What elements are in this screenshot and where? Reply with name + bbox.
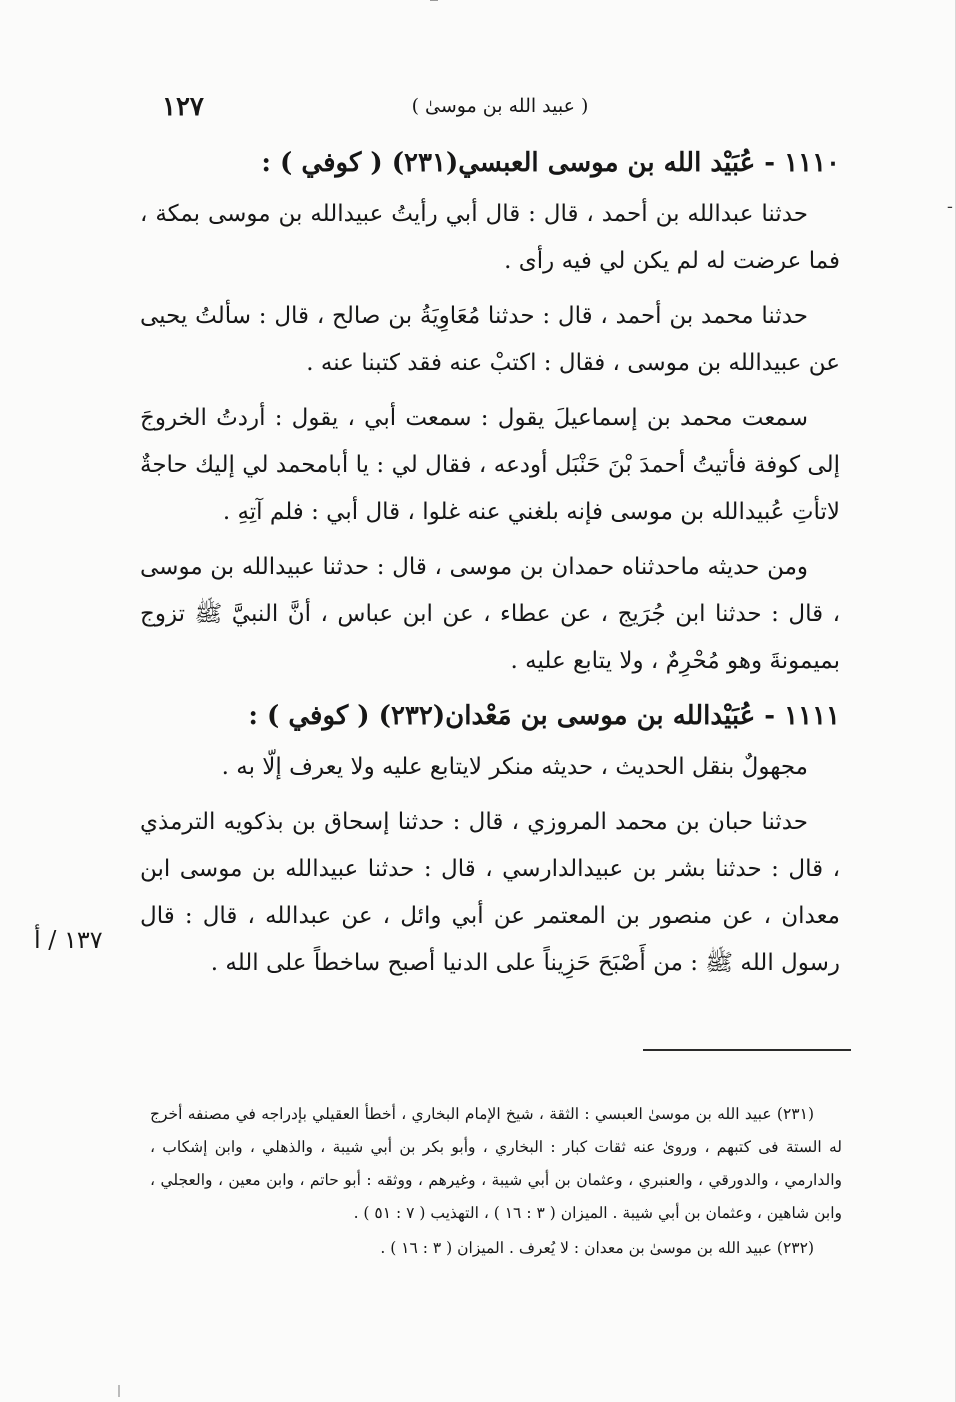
running-head: ( عبيد الله بن موسىٰ ) xyxy=(411,95,589,117)
page-edge-tick: ـ xyxy=(947,196,952,212)
paragraph: حدثنا عبدالله بن أحمد ، قال : قال أبي رأيتُ عبيدالله بن موسى بمكة ، فما عرضت له لم يكن لي فيه رأى . xyxy=(140,201,840,274)
paragraph: مجهولٌ بنقل الحديث ، حديثه منكر لايتابع عليه ولا يعرف إلّا به . xyxy=(221,754,808,780)
entry-1111 xyxy=(140,693,840,987)
footnote-divider xyxy=(643,1049,851,1051)
entry-1110 xyxy=(140,140,840,685)
footnote-231: (٢٣١) عبيد الله بن موسىٰ العبسي : الثقة ، شيخ الإمام البخاري ، أخطأ العقيلي بإدراجه في مصنفه أخرج له الستة فى كتبهم ، وروىٰ عنه ثقات كبار : البخاري ، وأبو بكر بن أبي شيبة ، والذهلي ، وابن إشكاب ، والدارمي ، والدورقي ، والعنبري ، وعثمان بن أبي شيبة ، وغيرهم ، ووثقه : أبو حاتم ، وابن معين ، والعجلي ، وابن شاهين ، وعثمان بن أبي شيبة . الميزان ( ٣ : ١٦ ) ، التهذيب ( ٧ : ٥١ ) . xyxy=(150,1105,842,1222)
footnotes xyxy=(150,1098,842,1265)
paragraph: ومن حديثه ماحدثناه حمدان بن موسى ، قال : حدثنا عبيدالله بن موسى ، قال : حدثنا ابن جُرَيج ، عن عطاء ، عن ابن عباس ، أنَّ النبيَّ ﷺ تزوج بميمونةَ وهو مُحْرِمٌ ، ولا يتابع عليه . xyxy=(140,554,840,674)
paragraph: سمعت محمد بن إسماعيلَ يقول : سمعت أبي ، يقول : أردتُ الخروجَ إلى كوفة فأتيتُ أحمدَ بْنَ حَنْبَل أودعه ، فقال لي : يا أبامحمد لي إليك حاجةٌ لاتأتِ عُبيدالله بن موسى فإنه بلغني عنه غلوا ، قال أبي : فلم آتِهِ . xyxy=(140,405,840,525)
footnote-232: (٢٣٢) عبيد الله بن موسىٰ بن معدان : لا يُعرف . الميزان ( ٣ : ١٦ ) . xyxy=(380,1239,814,1257)
top-crop-mark xyxy=(430,0,438,5)
bottom-crop-mark xyxy=(118,1385,120,1397)
manuscript-folio-ref: ١٣٧ / أ xyxy=(34,926,103,954)
entry-title: ١١١١ - عُبَيْدالله بن موسى بن مَعْدان(٢٣٢) ( كوفي ) : xyxy=(248,701,840,731)
page-number: ١٢٧ xyxy=(162,92,204,122)
entry-title: ١١١٠ - عُبَيْد الله بن موسى العبسي(٢٣١) ( كوفي ) : xyxy=(261,148,840,178)
paragraph: حدثنا محمد بن أحمد ، قال : حدثنا مُعَاوِيَةُ بن صالح ، قال : سألتُ يحيى عن عبيدالله بن موسى ، فقال : اكتبْ عنه فقد كتبنا عنه . xyxy=(140,303,840,376)
main-text xyxy=(140,140,840,995)
paragraph: حدثنا حبان بن محمد المروزي ، قال : حدثنا إسحاق بن بذكويه الترمذي ، قال : حدثنا بشر بن عبيدالدارسي ، قال : حدثنا عبيدالله بن موسى ابن معدان ، عن منصور بن المعتمر عن أبي وائل ، عن عبدالله ، قال : قال رسول الله ﷺ : من أَصْبَحَ حَزِيناً على الدنيا أصبح ساخطاً على الله . xyxy=(140,809,840,976)
